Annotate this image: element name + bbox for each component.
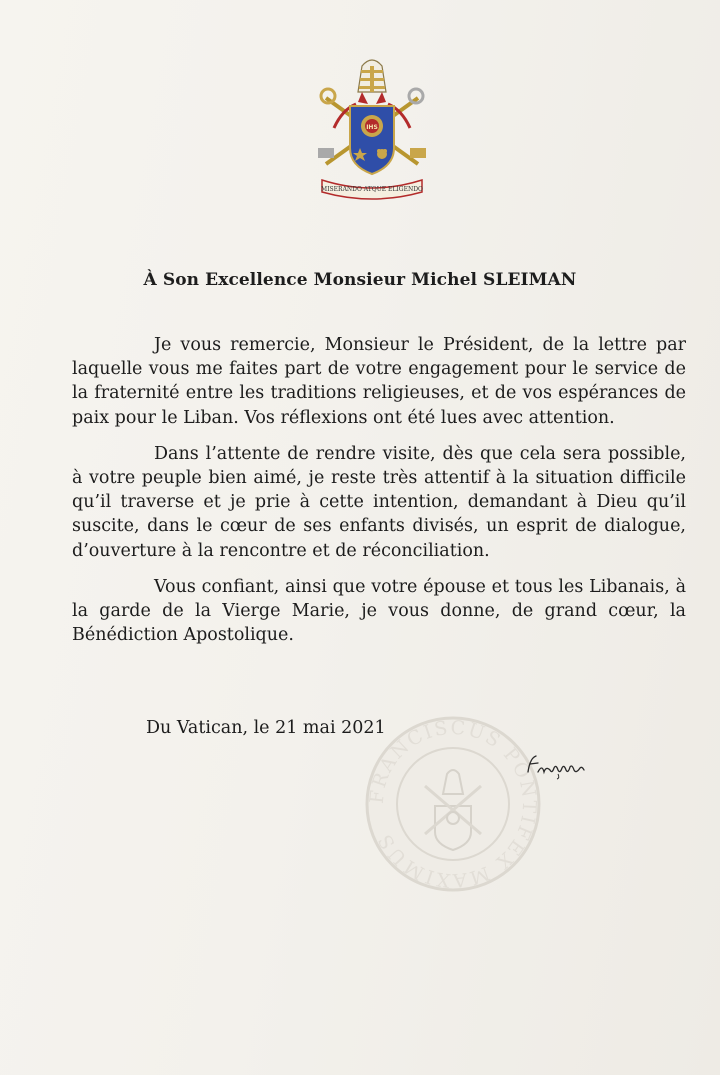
letter-body [72,333,686,659]
embossed-papal-seal-icon [363,714,543,894]
addressee-line: À Son Excellence Monsieur Michel SLEIMAN [143,270,577,290]
dateline: Du Vatican, le 21 mai 2021 [146,718,386,738]
seal-legend: FRANCISCUS PONTIFEX MAXIMUS [365,716,541,892]
ihs-monogram: IHS [366,124,378,131]
paragraph-1: Je vous remercie, Monsieur le Président, de la lettre par laquelle vous me faites part de votre engagement pour le service de la fraternité entre les traditions religieuses, et de vos espérances de paix pour le Liban. Vos réflexions ont été lues avec attention. [72,335,686,428]
franciscus-signature [524,752,588,780]
paragraph-3: Vous confiant, ainsi que votre épouse et tous les Libanais, à la garde de la Vierge Marie, je vous donne, de grand cœur, la Bénédiction Apostolique. [72,576,686,646]
papal-coat-of-arms-icon [312,52,432,202]
motto-text: MISERANDO ATQUE ELIGENDO [321,186,423,193]
paragraph-2: Dans l’attente de rendre visite, dès que cela sera possible, à votre peuple bien aimé, je reste très attentif à la situation difficile qu’il traverse et je prie à cette intention, demandant à Dieu qu’il suscite, dans le cœur de ses enfants divisés, un esprit de dialogue, d’ouverture à la rencontre et de réconciliation. [72,443,686,561]
